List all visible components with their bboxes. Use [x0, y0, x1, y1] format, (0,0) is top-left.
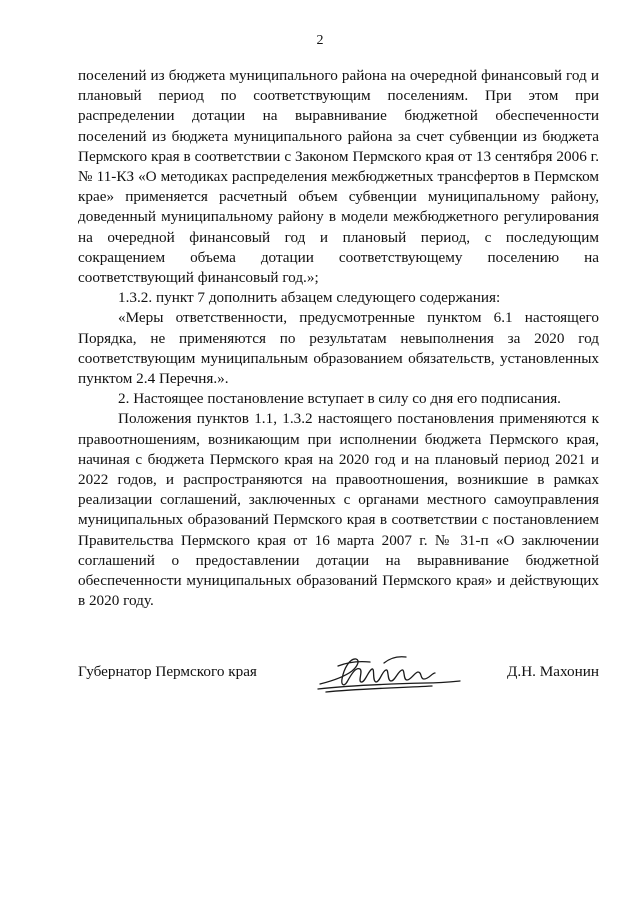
signatory-position: Губернатор Пермского края [78, 663, 257, 680]
signature-block [78, 657, 599, 707]
page-number: 2 [316, 33, 324, 48]
paragraph-item-1-3-2: 1.3.2. пункт 7 дополнить абзацем следующего содержания: [118, 289, 501, 307]
paragraph-item-2: 2. Настоящее постановление вступает в силу со дня его подписания. [118, 390, 561, 408]
document-body [78, 66, 599, 611]
handwritten-signature [314, 651, 464, 695]
paragraph-quoted-amendment: «Меры ответственности, предусмотренные пунктом 6.1 настоящего Порядка, не применяются по результатам невыполнения за 2020 год соответствующим муниципальным образованием обязательств, установленных пунктом 2.4 Перечня.». [78, 309, 599, 388]
signatory-name: Д.Н. Махонин [507, 663, 599, 680]
paragraph-continuation: поселений из бюджета муниципального района на очередной финансовый год и плановый период по соответствующим поселениям. При этом при распределении дотации на выравнивание бюджетной обеспеченности поселений из бюджета муниципального района за счет субвенции из бюджета Пермского края в соответствии с Законом Пермского края от 13 сентября 2006 г. № 11-КЗ «О методиках распределения межбюджетных трансфертов в Пермском крае» применяется расчетный объем субвенции муниципальному району, доведенный муниципальному району в модели межбюджетного регулирования на очередной финансовый год и плановый период, с последующим сокращением объема дотации соответствующему поселению на соответствующий финансовый год.»; [78, 67, 599, 287]
paragraph-applicability: Положения пунктов 1.1, 1.3.2 настоящего постановления применяются к правоотношениям, возникающим при исполнении бюджета Пермского края, начиная с бюджета Пермского края на 2020 год и на плановый период 2021 и 2022 годов, и распространяются на правоотношения, возникшие в рамках реализации соглашений, заключенных с органами местного самоуправления муниципальных образований Пермского края в соответствии с постановлением Правительства Пермского края от 16 марта 2007 г. № 31-п «О заключении соглашений о предоставлении дотации на выравнивание бюджетной обеспеченности муниципальных образований Пермского края» и действующих в 2020 году. [78, 410, 599, 610]
